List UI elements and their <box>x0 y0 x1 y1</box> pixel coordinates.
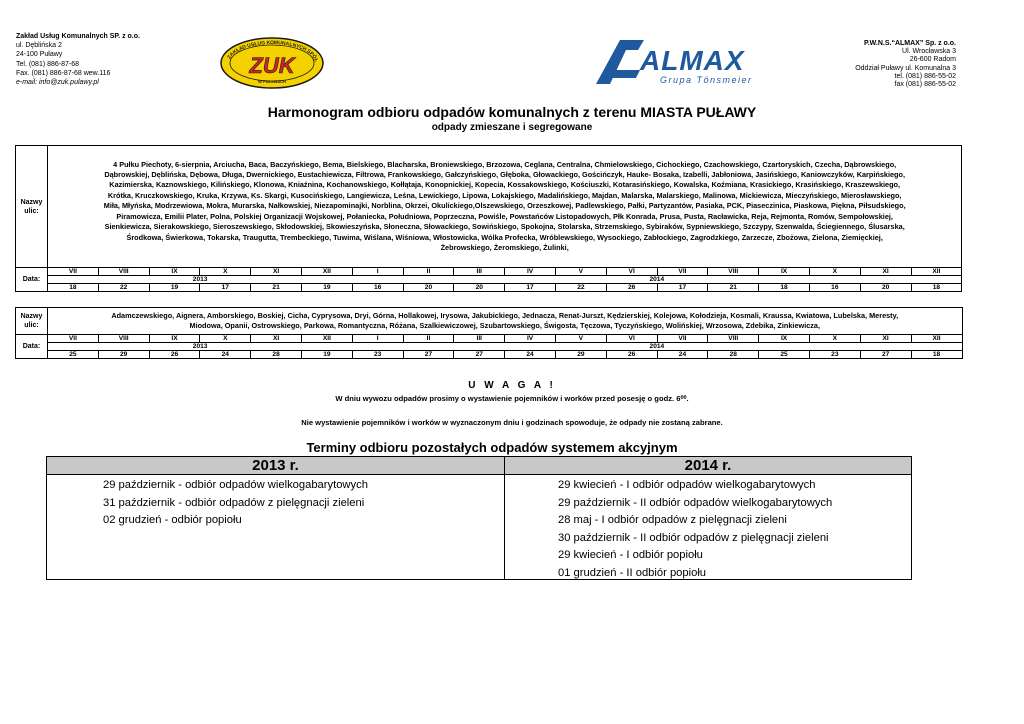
column-2013 <box>47 457 505 579</box>
year-cell-2013: 2013 <box>48 276 353 284</box>
month-cell: IV <box>505 268 556 276</box>
month-cell: XII <box>911 335 962 343</box>
notice-line-2: Nie wystawienie pojemników i worków w wyznaczonym dniu i godzinach spowoduje, że odpady nie zostaną zabrane. <box>301 418 723 427</box>
month-cell: VIII <box>98 335 149 343</box>
day-cell: 17 <box>200 284 251 292</box>
month-cell: X <box>200 335 251 343</box>
streets-label: Nazwy ulic: <box>16 146 48 268</box>
day-cell: 26 <box>149 351 200 359</box>
month-cell: VII <box>657 268 708 276</box>
street-line: 4 Pułku Piechoty, 6-sierpnia, Arciucha, Baca, Baczyńskiego, Bema, Bielskiego, Blacharska, Broniewskiego, Brzozowa, Ceglana, Centralna, Chmielowskiego, Cichockiego, Czachowskiego, Czartoryskich, Czecha, Dąbrowskiego, <box>113 159 897 169</box>
day-cell: 27 <box>454 351 505 359</box>
month-cell: III <box>454 268 505 276</box>
day-cell: 29 <box>555 351 606 359</box>
day-cell: 16 <box>352 284 403 292</box>
month-cell: X <box>809 268 860 276</box>
street-list <box>48 146 962 268</box>
month-cell: III <box>454 335 505 343</box>
day-cell: 25 <box>48 351 99 359</box>
company-right-info <box>855 40 956 89</box>
month-cell: VII <box>48 335 99 343</box>
month-cell: XII <box>301 335 352 343</box>
month-cell: II <box>403 268 454 276</box>
day-cell: 21 <box>708 284 759 292</box>
right-city: 26-600 Radom <box>909 56 956 64</box>
almax-logo <box>596 38 762 88</box>
month-cell: XI <box>860 335 911 343</box>
column-2013-header: 2013 r. <box>47 457 504 475</box>
day-cell: 23 <box>352 351 403 359</box>
month-cell: VII <box>657 335 708 343</box>
month-cell: XI <box>251 268 302 276</box>
left-city: 24-100 Puławy <box>16 51 63 59</box>
month-cell: IX <box>759 268 810 276</box>
day-cell: 27 <box>403 351 454 359</box>
almax-wordmark: ALMAX <box>640 45 745 76</box>
day-cell: 28 <box>708 351 759 359</box>
day-cell: 24 <box>200 351 251 359</box>
month-cell: X <box>809 335 860 343</box>
zuk-logo-bottom: W PUŁAWACH <box>258 79 286 84</box>
street-line: Piramowicza, Emilii Plater, Polna, Polskiej Organizacji Wojskowej, Połaniecka, Południowa, Poprzeczna, Powiśle, Powstańców Listopadowych, Płk Konrada, Prusa, Pusta, Racławicka, Reja, Rejmonta, Romów, Sempołowskiej, <box>116 211 893 221</box>
almax-tagline: Grupa Tönsmeier <box>660 75 753 85</box>
month-cell: XI <box>860 268 911 276</box>
month-cell: IX <box>759 335 810 343</box>
page-subtitle: odpady zmieszane i segregowane <box>431 122 593 133</box>
day-cell: 16 <box>809 284 860 292</box>
month-cell: VI <box>606 335 657 343</box>
notice-heading: U W A G A ! <box>468 380 556 391</box>
street-line: Sienkiewicza, Sierakowskiego, Sieroszewskiego, Skłodowskiej, Skowieszyńska, Słoneczna, Słowackiego, Sowińskiego, Spokojna, Stolarska, Strzemskiego, Sybiraków, Sypniewskiego, Szczypy, Szenwalda, Ściegiennego, Ślusarska, <box>104 222 905 232</box>
collection-date-item: 29 kwiecień - I odbiór popiołu <box>558 549 703 562</box>
month-cell: I <box>352 335 403 343</box>
month-cell: XI <box>251 335 302 343</box>
collection-date-item: 29 kwiecień - I odbiór odpadów wielkogabarytowych <box>558 479 816 491</box>
left-street: ul. Dęblińska 2 <box>16 42 62 50</box>
day-cell: 26 <box>606 284 657 292</box>
street-line: Krótka, Kruczkowskiego, Kruka, Krzywa, Ks. Skargi, Kusocińskiego, Langiewicza, Leśna, Lewickiego, Lipowa, Lokajskiego, Madalińskiego, Majdan, Malarska, Malarskiego, Malinowa, Mickiewicza, Mieczyńskiego, Mierosławskiego, <box>107 190 902 200</box>
streets-label: Nazwy ulic: <box>16 308 48 335</box>
day-cell: 23 <box>809 351 860 359</box>
year-cell-2014: 2014 <box>352 343 962 351</box>
day-cell: 19 <box>301 284 352 292</box>
collection-date-item: 28 maj - I odbiór odpadów z pielęgnacji zieleni <box>558 514 787 527</box>
collection-date-item: 02 grudzień - odbiór popiołu <box>103 514 242 527</box>
right-company-name: P.W.N.S.“ALMAX” Sp. z o.o. <box>863 40 956 47</box>
day-cell: 20 <box>454 284 505 292</box>
day-cell: 17 <box>657 284 708 292</box>
month-cell: I <box>352 268 403 276</box>
left-company-name: Zakład Usług Komunalnych SP. z o.o. <box>16 33 140 40</box>
notice-line-1: W dniu wywozu odpadów prosimy o wystawienie pojemników i worków przed posesję o godz. 6⁰⁰. <box>335 394 689 403</box>
collection-date-item: 29 październik - II odbiór odpadów wielkogabarytowych <box>558 496 833 509</box>
street-line: Dąbrowskiej, Dęblińska, Dębowa, Długa, Dwernickiego, Eustachiewicza, Filtrowa, Frankowskiego, Gałczyńskiego, Głęboka, Głowackiego, Gościńczyk, Hauke- Bosaka, Izabelli, Jabłoniowa, Jasińskiego, Kaniowczyków, Karpińskiego, <box>104 170 905 180</box>
collection-date-item: 01 grudzień - II odbiór popiołu <box>558 566 707 579</box>
month-cell: IX <box>149 268 200 276</box>
day-cell: 19 <box>149 284 200 292</box>
day-cell: 20 <box>403 284 454 292</box>
month-cell: V <box>555 268 606 276</box>
right-tel: tel. (081) 886-55-02 <box>894 72 956 80</box>
street-line: Miła, Młyńska, Modrzewiowa, Mokra, Murarska, Nałkowskiej, Niezapominajki, Norblina, Okrzei, Okulickiego,Olszewskiego, Orzeszkowej, Padlewskiego, Pałki, Partyzantów, Pasiaka, PCK, Piaseczinica, Piaskowa, Piękna, Piłsudskiego, <box>103 201 906 211</box>
right-fax: fax (081) 886-55-02 <box>894 81 956 89</box>
schedule-table-1 <box>15 145 962 292</box>
page-title: Harmonogram odbioru odpadów komunalnych z terenu MIASTA PUŁAWY <box>267 104 757 120</box>
month-cell: VIII <box>98 268 149 276</box>
day-cell: 22 <box>98 284 149 292</box>
right-branch: Oddział Puławy ul. Komunalna 3 <box>855 64 956 72</box>
month-cell: VIII <box>708 268 759 276</box>
zuk-logo <box>220 37 324 89</box>
day-cell: 21 <box>251 284 302 292</box>
day-cell: 28 <box>251 351 302 359</box>
zuk-logo-ring-text: ZAKŁAD USŁUG KOMUNALNYCH SPÓŁ <box>226 39 319 63</box>
left-tel: Tel. (081) 886-87-68 <box>16 60 80 68</box>
day-cell: 29 <box>98 351 149 359</box>
day-cell: 18 <box>48 284 99 292</box>
collection-date-item: 30 październik - II odbiór odpadów z pielęgnacji zieleni <box>558 531 829 544</box>
day-cell: 18 <box>911 284 962 292</box>
left-email: e-mail: info@zuk.pulawy.pl <box>16 79 99 87</box>
day-cell: 19 <box>301 351 352 359</box>
day-cell: 27 <box>860 351 911 359</box>
day-cell: 17 <box>505 284 556 292</box>
street-line: Adamczewskiego, Aignera, Amborskiego, Boskiej, Cicha, Cyprysowa, Dryi, Górna, Hollakowej, Irysowa, Jakubickiego, Jednacza, Renat-Jurszt, Kędzierskiej, Kolejowa, Kołodzieja, Kosmali, Kraussa, Kwiatowa, Lubelska, Meresty, <box>111 310 899 320</box>
day-cell: 18 <box>759 284 810 292</box>
left-fax: Fax. (081) 886-87-68 wew.116 <box>16 69 111 77</box>
day-cell: 25 <box>759 351 810 359</box>
column-2014 <box>505 457 911 579</box>
day-cell: 26 <box>606 351 657 359</box>
day-cell: 20 <box>860 284 911 292</box>
street-line: Miodowa, Opanii, Ostrowskiego, Parkowa, Romantyczna, Różana, Szalkiewiczowej, Szubartowskiego, Świgosta, Tęczowa, Tyczyńskiego, Wolińskiej, Wrzosowa, Zdebika, Zinkiewicza, <box>189 321 821 330</box>
company-left-info <box>16 32 140 87</box>
day-cell: 18 <box>911 351 962 359</box>
street-line: Żebrowskiego, Żeromskiego, Żulinki, <box>440 242 569 252</box>
other-waste-title: Terminy odbioru pozostałych odpadów systemem akcyjnym <box>306 440 678 455</box>
month-cell: V <box>555 335 606 343</box>
month-cell: X <box>200 268 251 276</box>
month-cell: XII <box>301 268 352 276</box>
month-cell: VI <box>606 268 657 276</box>
month-cell: VIII <box>708 335 759 343</box>
zuk-logo-center: ZUK <box>249 53 295 78</box>
day-cell: 24 <box>657 351 708 359</box>
month-cell: IX <box>149 335 200 343</box>
right-street: Ul. Wrocławska 3 <box>902 48 956 56</box>
day-cell: 22 <box>555 284 606 292</box>
day-cell: 24 <box>505 351 556 359</box>
date-label: Data: <box>16 268 48 292</box>
date-label: Data: <box>16 335 48 359</box>
month-cell: IV <box>505 335 556 343</box>
other-waste-box <box>46 456 912 580</box>
schedule-table-2 <box>15 307 963 359</box>
street-line: Kazimierska, Kaznowskiego, Kilińskiego, Klonowa, Kniaźnina, Kochanowskiego, Kołłątaja, Konopnickiej, Kopecia, Kossakowskiego, Kościuszki, Kotarasińskiego, Kowalska, Koźmiana, Krasickiego, Krasińskiego, Kraszewskiego, <box>109 180 901 190</box>
collection-date-item: 31 październik - odbiór odpadów z pielęgnacji zieleni <box>103 496 365 509</box>
year-cell-2013: 2013 <box>48 343 353 351</box>
month-cell: VII <box>48 268 99 276</box>
street-list <box>48 308 963 335</box>
month-cell: XII <box>911 268 962 276</box>
column-2014-header: 2014 r. <box>505 457 911 475</box>
collection-date-item: 29 październik - odbiór odpadów wielkogabarytowych <box>103 479 368 491</box>
street-line: Środkowa, Świerkowa, Tokarska, Traugutta, Trembeckiego, Tuwima, Wiślana, Wiśniowa, Włostowicka, Wólka Profecka, Wróblewskiego, Wysockiego, Zabłockiego, Zagrodzkiego, Zarzecze, Zbożowa, Zielona, Ziemięckiej, <box>126 232 883 242</box>
month-cell: II <box>403 335 454 343</box>
year-cell-2014: 2014 <box>352 276 962 284</box>
